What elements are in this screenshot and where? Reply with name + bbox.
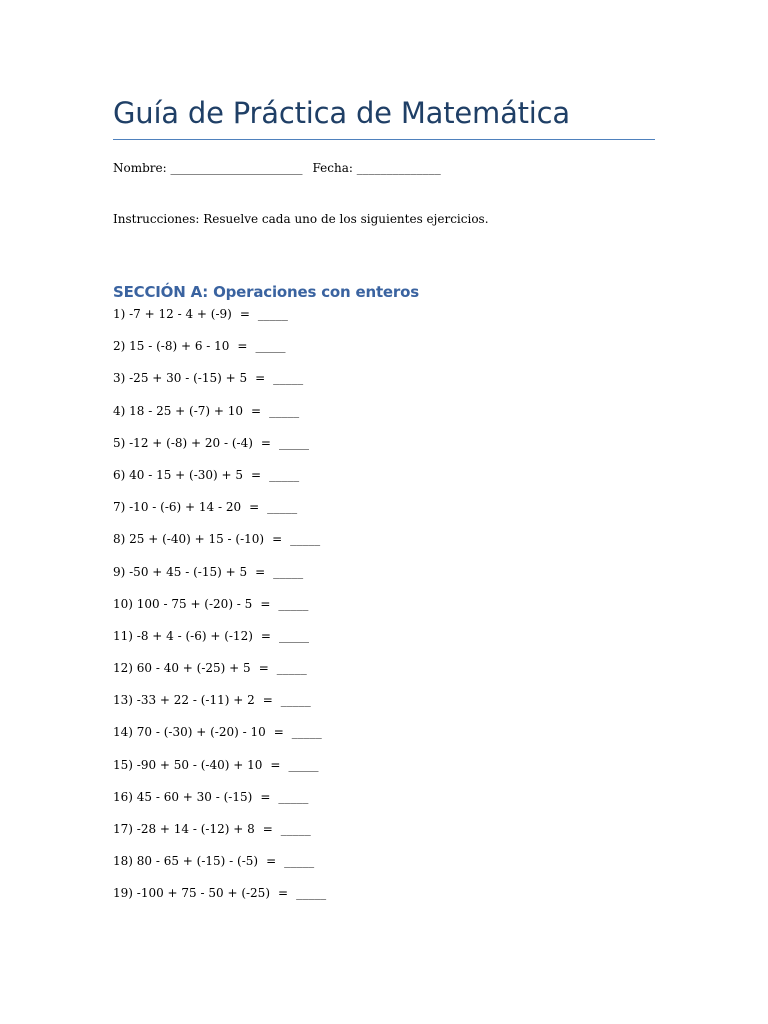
exercise-item: [113, 434, 326, 466]
answer-blank: _____: [280, 822, 311, 836]
exercise-expression: 19) -100 + 75 - 50 + (-25): [113, 886, 271, 901]
answer-blank: _____: [288, 757, 319, 772]
exercise-item: [113, 691, 326, 723]
answer-blank: _____: [257, 307, 288, 321]
answer-blank: _____: [296, 886, 327, 901]
equals-sign: =: [260, 435, 271, 450]
answer-blank: _____: [280, 693, 311, 708]
exercise-item: [113, 466, 326, 498]
page-title: Guía de Práctica de Matemática: [113, 96, 570, 130]
equals-sign: =: [249, 500, 260, 515]
equals-sign: =: [255, 371, 266, 386]
exercise-item: [113, 756, 326, 788]
exercise-item: [113, 788, 326, 820]
exercise-expression: 8) 25 + (-40) + 15 - (-10): [113, 532, 265, 547]
equals-sign: =: [258, 661, 269, 676]
exercise-item: [113, 305, 326, 337]
exercise-item: [113, 498, 326, 530]
exercise-expression: 1) -7 + 12 - 4 + (-9): [113, 307, 232, 321]
exercise-expression: 9) -50 + 45 - (-15) + 5: [113, 564, 248, 579]
exercise-expression: 18) 80 - 65 + (-15) - (-5): [113, 854, 259, 869]
equals-sign: =: [260, 596, 271, 611]
name-date-line: [113, 159, 441, 177]
answer-blank: _____: [278, 596, 309, 611]
exercise-expression: 17) -28 + 14 - (-12) + 8: [113, 822, 255, 836]
exercise-expression: 11) -8 + 4 - (-6) + (-12): [113, 628, 253, 643]
answer-blank: _____: [267, 500, 298, 515]
answer-blank: _____: [276, 661, 307, 676]
title-underline: [113, 139, 655, 140]
answer-blank: _____: [278, 628, 309, 643]
exercise-expression: 12) 60 - 40 + (-25) + 5: [113, 661, 251, 676]
exercise-expression: 16) 45 - 60 + 30 - (-15): [113, 789, 253, 804]
exercise-list: [113, 305, 326, 917]
equals-sign: =: [237, 339, 248, 354]
equals-sign: =: [278, 886, 289, 901]
exercise-expression: 14) 70 - (-30) + (-20) - 10: [113, 725, 266, 740]
exercise-expression: 2) 15 - (-8) + 6 - 10: [113, 339, 230, 354]
equals-sign: =: [251, 403, 262, 418]
exercise-expression: 13) -33 + 22 - (-11) + 2: [113, 693, 255, 708]
exercise-item: [113, 659, 326, 691]
exercise-item: [113, 820, 326, 852]
exercise-item: [113, 337, 326, 369]
equals-sign: =: [273, 725, 284, 740]
equals-sign: =: [239, 307, 250, 321]
exercise-item: [113, 852, 326, 884]
exercise-item: [113, 563, 326, 595]
exercise-item: [113, 402, 326, 434]
exercise-expression: 6) 40 - 15 + (-30) + 5: [113, 467, 244, 482]
exercise-item: [113, 723, 326, 755]
answer-blank: _____: [278, 435, 309, 450]
exercise-item: [113, 530, 326, 562]
exercise-item: [113, 884, 326, 916]
answer-blank: _____: [273, 371, 304, 386]
section-a-heading: SECCIÓN A: Operaciones con enteros: [113, 283, 419, 301]
equals-sign: =: [270, 757, 281, 772]
equals-sign: =: [262, 822, 273, 836]
answer-blank: _____: [278, 789, 309, 804]
exercise-item: [113, 369, 326, 401]
equals-sign: =: [260, 789, 271, 804]
exercise-expression: 4) 18 - 25 + (-7) + 10: [113, 403, 244, 418]
equals-sign: =: [266, 854, 277, 869]
answer-blank: _____: [284, 854, 315, 869]
equals-sign: =: [262, 693, 273, 708]
equals-sign: =: [272, 532, 283, 547]
instructions-text: Instrucciones: Resuelve cada uno de los siguientes ejercicios.: [113, 212, 489, 226]
equals-sign: =: [251, 467, 262, 482]
answer-blank: _____: [269, 403, 300, 418]
equals-sign: =: [260, 628, 271, 643]
name-field: Nombre: ______________________: [113, 161, 303, 175]
exercise-expression: 10) 100 - 75 + (-20) - 5: [113, 596, 253, 611]
answer-blank: _____: [291, 725, 322, 740]
answer-blank: _____: [269, 467, 300, 482]
exercise-expression: 3) -25 + 30 - (-15) + 5: [113, 371, 248, 386]
exercise-item: [113, 595, 326, 627]
answer-blank: _____: [255, 339, 286, 354]
exercise-item: [113, 627, 326, 659]
exercise-expression: 5) -12 + (-8) + 20 - (-4): [113, 435, 253, 450]
date-field: Fecha: ______________: [312, 161, 441, 175]
exercise-expression: 7) -10 - (-6) + 14 - 20: [113, 500, 242, 515]
answer-blank: _____: [273, 564, 304, 579]
answer-blank: _____: [290, 532, 321, 547]
exercise-expression: 15) -90 + 50 - (-40) + 10: [113, 757, 263, 772]
equals-sign: =: [255, 564, 266, 579]
